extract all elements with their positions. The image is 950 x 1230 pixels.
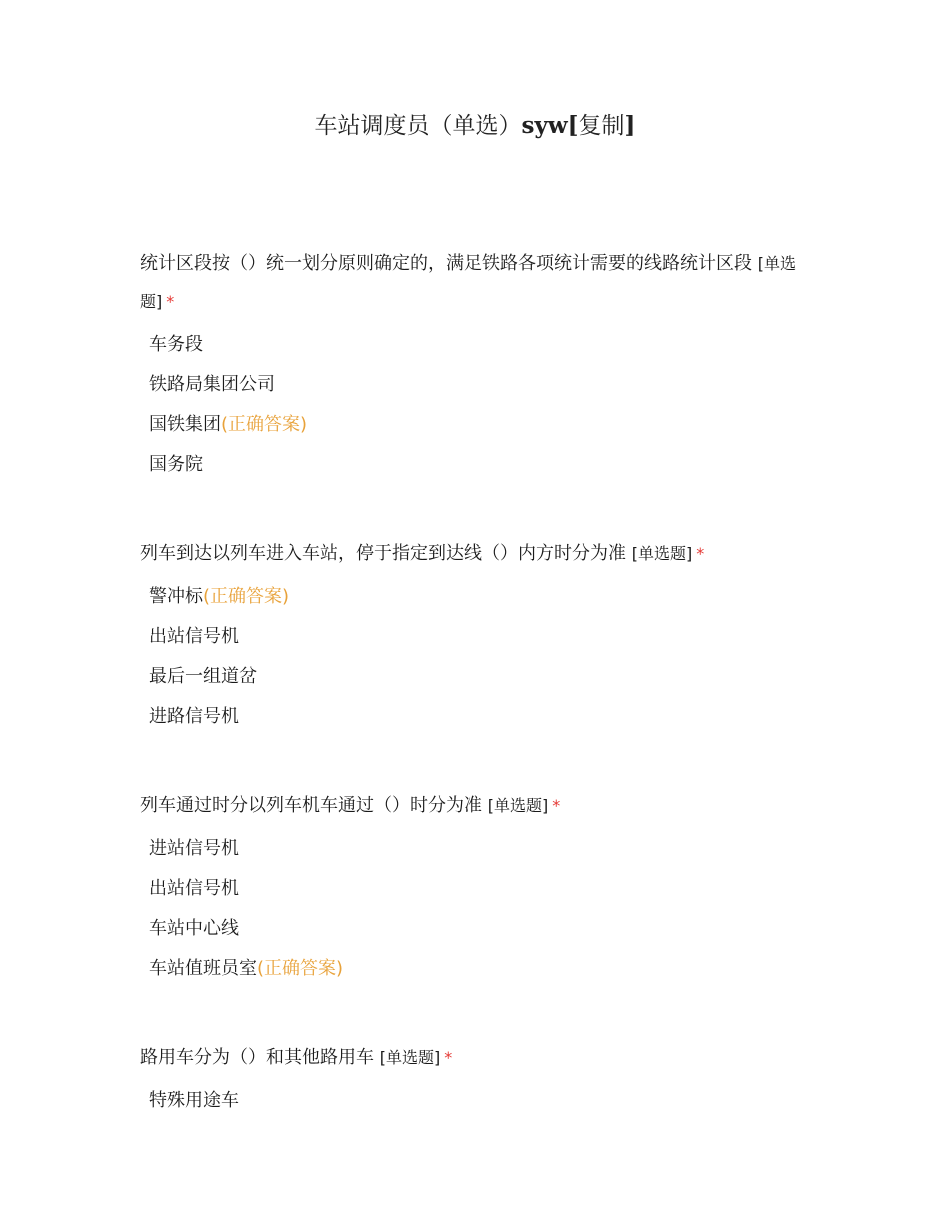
answer-option[interactable] bbox=[140, 657, 820, 697]
question-text: 列车通过时分以列车机车通过（）时分为准 bbox=[140, 795, 482, 816]
answer-option[interactable] bbox=[140, 1081, 820, 1121]
option-text: 车站中心线 bbox=[149, 918, 239, 939]
answer-option[interactable] bbox=[140, 909, 820, 949]
option-text: 警冲标 bbox=[149, 586, 203, 607]
required-mark: * bbox=[166, 292, 175, 311]
question bbox=[140, 787, 820, 989]
option-text: 最后一组道岔 bbox=[149, 666, 257, 687]
title-suffix: syw[ bbox=[521, 112, 579, 139]
answer-option[interactable] bbox=[140, 577, 820, 617]
answer-option[interactable] bbox=[140, 405, 820, 445]
question-text: 列车到达以列车进入车站，停于指定到达线（）内方时分为准 bbox=[140, 543, 626, 564]
option-text: 进站信号机 bbox=[149, 838, 239, 859]
option-text: 出站信号机 bbox=[149, 626, 239, 647]
required-mark: * bbox=[696, 544, 705, 563]
question-type-badge: [单选题] bbox=[631, 544, 693, 563]
required-mark: * bbox=[444, 1048, 453, 1067]
correct-answer-tag: (正确答案) bbox=[203, 586, 290, 607]
question-type-badge: [单选题] bbox=[487, 796, 549, 815]
question-stem bbox=[140, 1039, 820, 1077]
required-mark: * bbox=[552, 796, 561, 815]
correct-answer-tag: (正确答案) bbox=[257, 958, 344, 979]
question-text: 路用车分为（）和其他路用车 bbox=[140, 1047, 374, 1068]
question-stem bbox=[140, 787, 820, 825]
question-text: 统计区段按（）统一划分原则确定的，满足铁路各项统计需要的线路统计区段 bbox=[140, 253, 752, 274]
question-stem bbox=[140, 245, 820, 321]
question-list bbox=[140, 245, 820, 1171]
option-text: 国务院 bbox=[149, 454, 203, 475]
answer-option[interactable] bbox=[140, 869, 820, 909]
option-text: 车站值班员室 bbox=[149, 958, 257, 979]
question bbox=[140, 245, 820, 485]
page-title bbox=[0, 110, 950, 142]
answer-option[interactable] bbox=[140, 617, 820, 657]
answer-option[interactable] bbox=[140, 829, 820, 869]
option-text: 铁路局集团公司 bbox=[149, 374, 275, 395]
title-main: 车站调度员（单选） bbox=[314, 113, 522, 139]
correct-answer-tag: (正确答案) bbox=[221, 414, 308, 435]
answer-option[interactable] bbox=[140, 365, 820, 405]
option-text: 出站信号机 bbox=[149, 878, 239, 899]
question-type-badge: [单选题] bbox=[140, 254, 796, 311]
title-copy: 复制 bbox=[578, 113, 625, 139]
question-type-badge: [单选题] bbox=[379, 1048, 441, 1067]
title-close: ] bbox=[624, 112, 636, 139]
question bbox=[140, 1039, 820, 1121]
question-stem bbox=[140, 535, 820, 573]
option-text: 进路信号机 bbox=[149, 706, 239, 727]
option-text: 国铁集团 bbox=[149, 414, 221, 435]
question bbox=[140, 535, 820, 737]
option-text: 特殊用途车 bbox=[149, 1090, 239, 1111]
answer-option[interactable] bbox=[140, 325, 820, 365]
option-text: 车务段 bbox=[149, 334, 203, 355]
answer-option[interactable] bbox=[140, 445, 820, 485]
answer-option[interactable] bbox=[140, 949, 820, 989]
answer-option[interactable] bbox=[140, 697, 820, 737]
